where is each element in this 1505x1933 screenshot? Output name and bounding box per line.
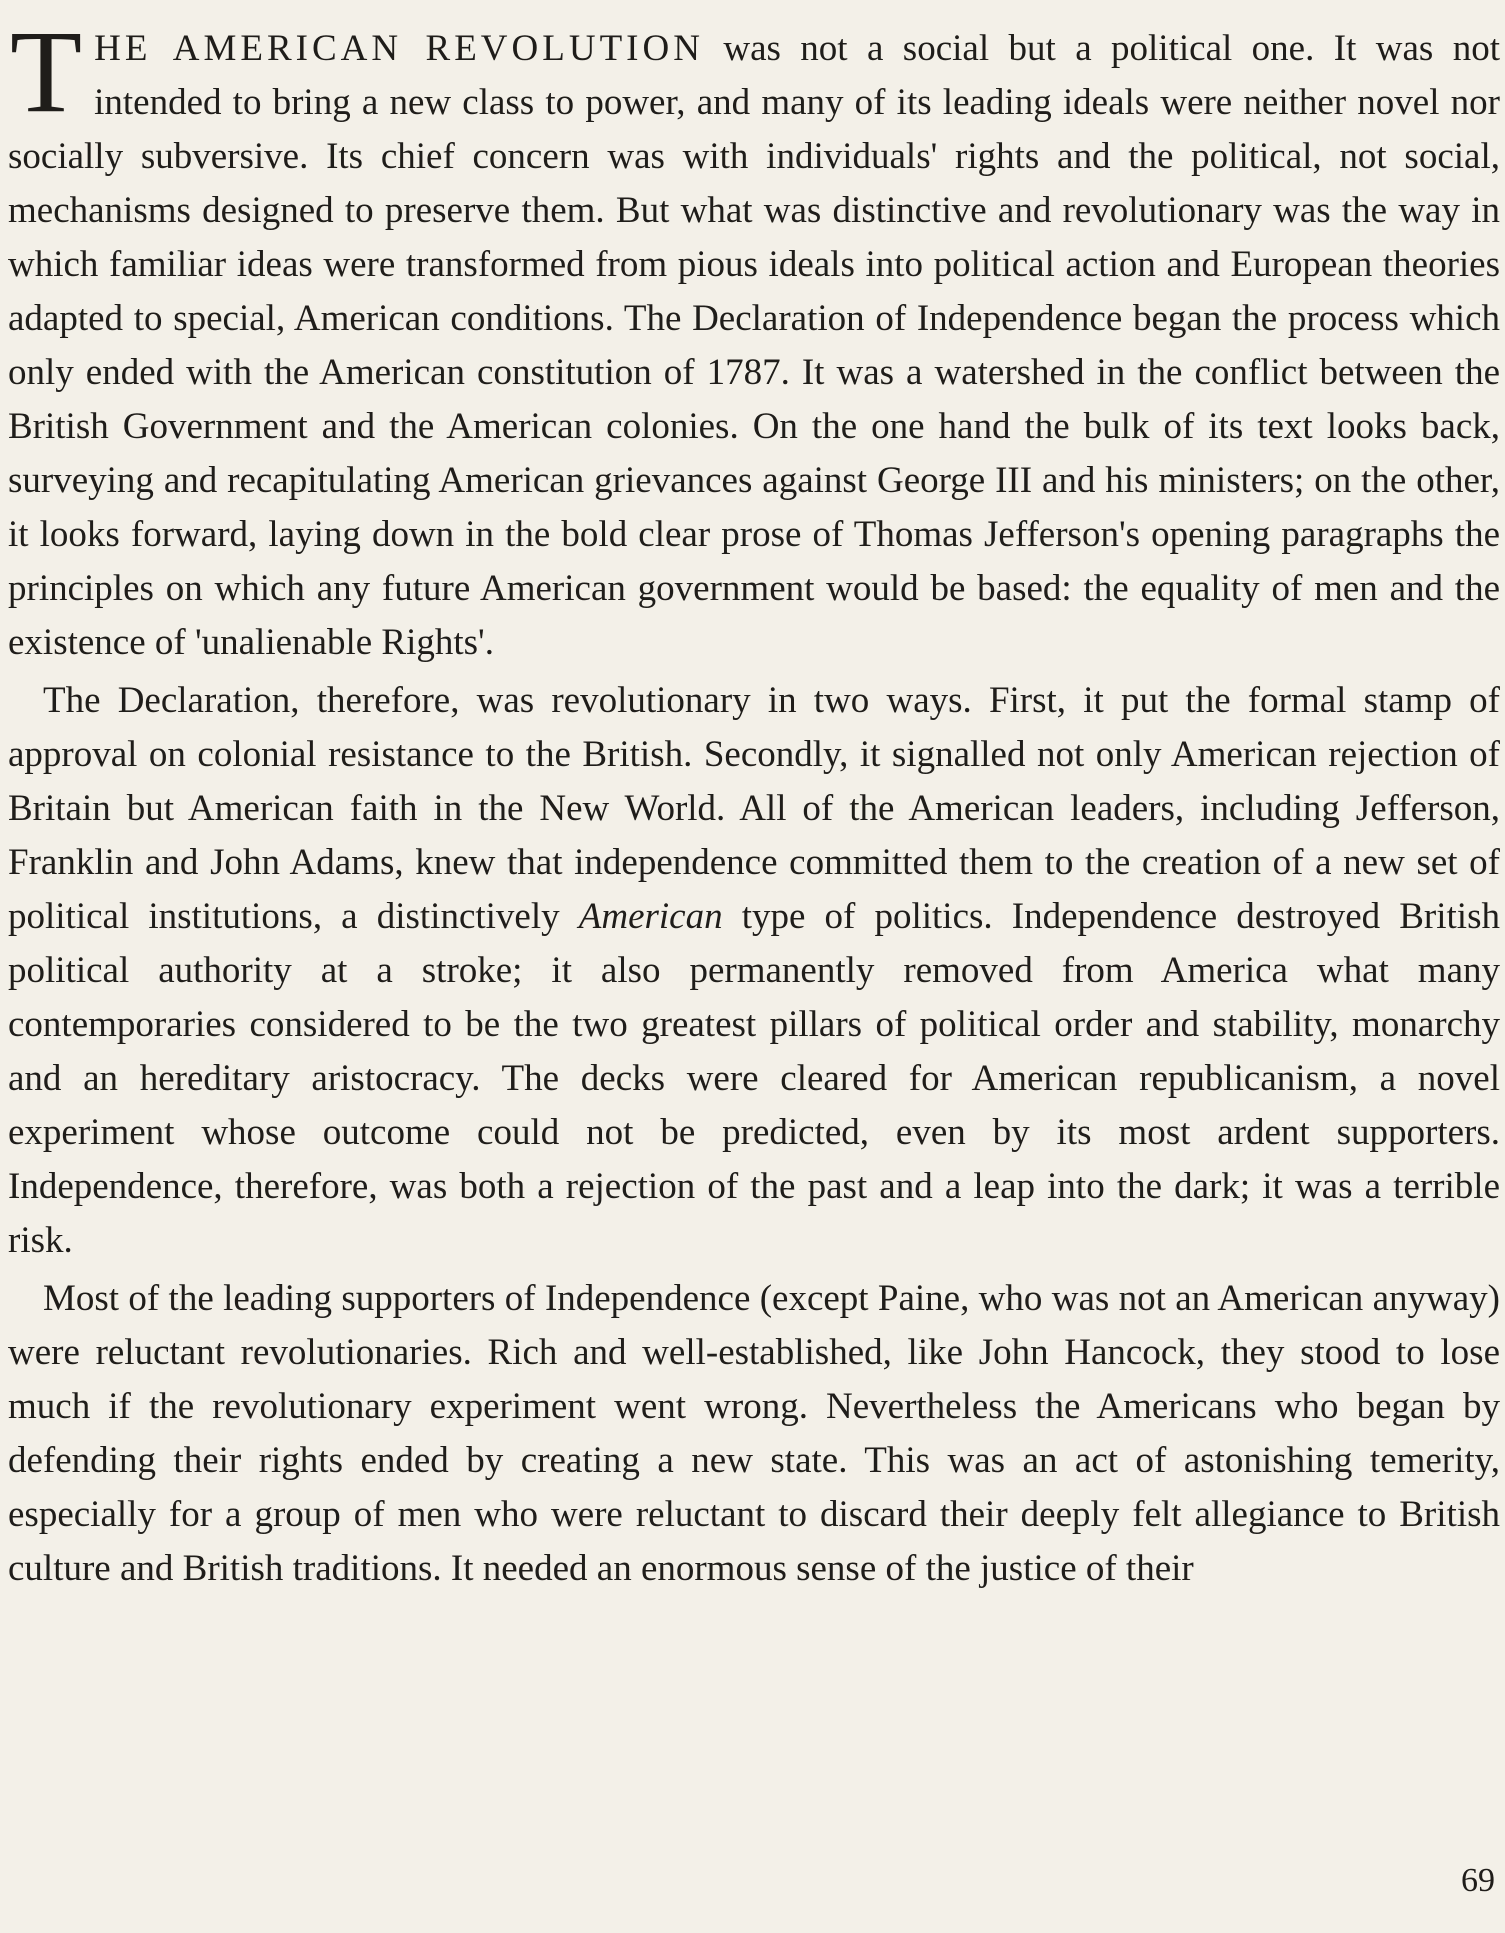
drop-cap: T [10,6,83,137]
paragraph-2-italic: American [578,896,723,937]
body-text [8,6,1500,1596]
lead-small-caps: HE AMERICAN REVOLUTION [94,28,704,69]
paragraph-3-text: Most of the leading supporters of Independence (except Paine, who was not an American anyway) were reluctant revolutionaries. Rich and well-established, like John Hancock, they stood to lose much if the revolutionary experiment went wrong. Nevertheless the Americans who began by defending their rights ended by creating a new state. This was an act of astonishing temerity, especially for a group of men who were reluctant to discard their deeply felt allegiance to British culture and British traditions. It needed an enormous sense of the justice of their [8,1278,1500,1589]
page-number: 69 [1461,1862,1495,1899]
paragraph-2-text-a: The Declaration, therefore, was revolutionary in two ways. First, it put the formal stamp of approval on colonial resistance to the British. Secondly, it signalled not only American rejection of Britain but American faith in the New World. All of the American leaders, including Jefferson, Franklin and John Adams, knew that independence committed them to the creation of a new set of political institutions, a distinctively [8,680,1500,937]
paragraph-1-text: was not a social but a political one. It was not intended to bring a new class to power, and many of its leading ideals were neither novel nor socially subversive. Its chief concern was with individuals' rights and the political, not social, mechanisms designed to preserve them. But what was distinctive and revolutionary was the way in which familiar ideas were transformed from pious ideals into political action and European theories adapted to special, American conditions. The Declaration of Independence began the process which only ended with the American constitution of 1787. It was a watershed in the conflict between the British Government and the American colonies. On the one hand the bulk of its text looks back, surveying and recapitulating American grievances against George III and his ministers; on the other, it looks forward, laying down in the bold clear prose of Thomas Jefferson's opening paragraphs the principles on which any future American government would be based: the equality of men and the existence of 'unalienable Rights'. [8,28,1500,663]
paragraph-2-text-b: type of politics. Independence destroyed British political authority at a stroke; it also permanently removed from America what many contemporaries considered to be the two greatest pillars of political order and stability, monarchy and an hereditary aristocracy. The decks were cleared for American republicanism, a novel experiment whose outcome could not be predicted, even by its most ardent supporters. Independence, therefore, was both a rejection of the past and a leap into the dark; it was a terrible risk. [8,896,1500,1261]
paragraph-3 [8,1272,1500,1596]
paragraph-2 [8,674,1500,1268]
paragraph-1 [8,6,1500,670]
